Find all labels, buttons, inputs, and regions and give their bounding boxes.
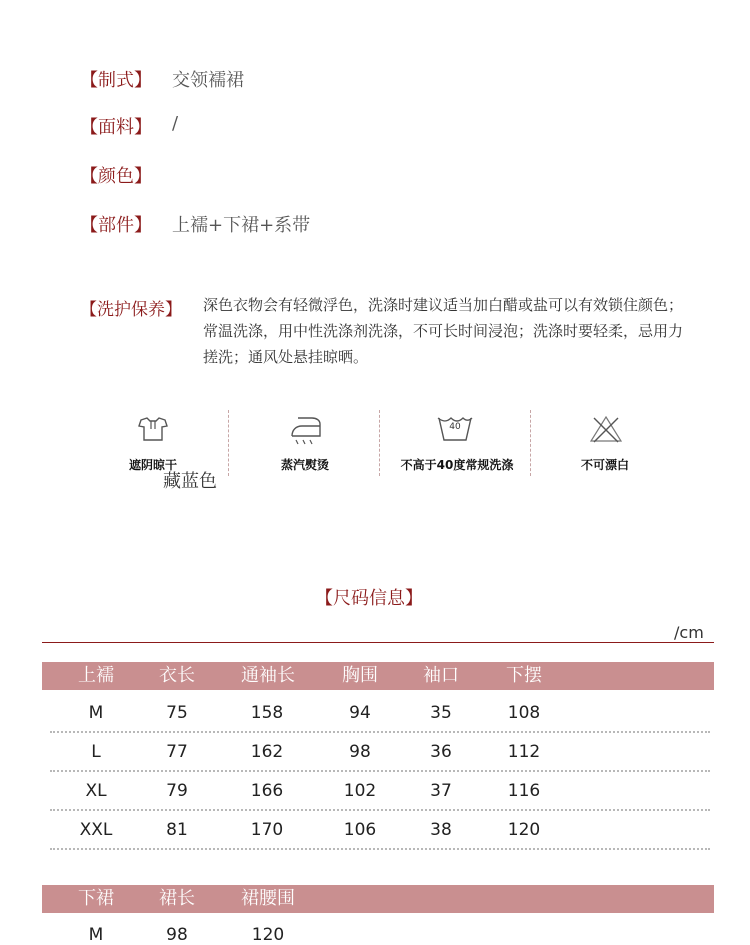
top-table-cell: 75 <box>166 703 188 723</box>
top-table-cell: 36 <box>430 742 452 762</box>
top-table-header-cell: 袖口 <box>423 665 459 686</box>
wash-temp-label: 40 <box>449 422 461 432</box>
care-caption-steam-iron: 蒸汽熨烫 <box>280 458 329 472</box>
top-table-cell: 112 <box>507 742 541 762</box>
care-divider <box>379 410 380 476</box>
skirt-table-cell: 120 <box>251 925 285 945</box>
top-table-cell: 98 <box>349 742 371 762</box>
wash-40-icon <box>435 412 475 450</box>
top-table-cell: XXL <box>79 820 113 840</box>
top-table-cell: XL <box>85 781 107 801</box>
top-table-cell: 158 <box>250 703 284 723</box>
top-table-cell: 166 <box>250 781 284 801</box>
top-table-header-cell: 胸围 <box>342 665 378 686</box>
care-caption-no-bleach: 不可漂白 <box>580 458 629 472</box>
row-divider <box>50 848 710 850</box>
skirt-table-header <box>42 885 714 913</box>
spec-value-parts: 上襦+下裙+系带 <box>172 215 311 236</box>
top-table-cell: M <box>88 703 104 723</box>
skirt-table-header-cell: 裙长 <box>159 888 195 909</box>
top-table-cell: 94 <box>349 703 371 723</box>
top-table-cell: 162 <box>250 742 284 762</box>
top-table-cell: 38 <box>430 820 452 840</box>
size-rule <box>42 642 714 643</box>
row-divider <box>50 770 710 772</box>
care-caption-wash-40: 不高于40度常规洗涤 <box>400 458 514 472</box>
spec-value-style: 交领襦裙 <box>172 70 244 91</box>
skirt-table-cell: M <box>88 925 104 945</box>
skirt-table-header-cell: 下裙 <box>78 888 114 909</box>
care-label: 【洗护保养】 <box>80 300 182 320</box>
top-table-cell: 170 <box>250 820 284 840</box>
top-table-cell: 81 <box>166 820 188 840</box>
skirt-table-cell: 98 <box>166 925 188 945</box>
top-table-cell: 77 <box>166 742 188 762</box>
row-divider <box>50 731 710 733</box>
care-divider <box>228 410 229 476</box>
care-caption-shade-dry: 遮阴晾干 <box>128 458 177 472</box>
top-table-cell: 108 <box>507 703 541 723</box>
spec-label-style: 【制式】 <box>80 70 152 91</box>
top-table-cell: 106 <box>343 820 377 840</box>
top-table-cell: 120 <box>507 820 541 840</box>
top-table-cell: 35 <box>430 703 452 723</box>
size-unit: /cm <box>674 623 704 642</box>
no-bleach-icon <box>586 412 626 450</box>
top-table-header <box>42 662 714 690</box>
size-info-title: 【尺码信息】 <box>315 588 423 609</box>
top-table-header-cell: 上襦 <box>78 665 114 686</box>
skirt-table-header-cell: 裙腰围 <box>241 888 295 909</box>
top-table-cell: 79 <box>166 781 188 801</box>
spec-value-fabric: / <box>172 113 179 134</box>
top-table-cell: 102 <box>343 781 377 801</box>
shade-dry-icon <box>133 412 173 450</box>
top-table-header-cell: 下摆 <box>506 665 542 686</box>
care-text: 深色衣物会有轻微浮色，洗涤时建议适当加白醋或盐可以有效锁住颜色；常温洗涤，用中性洗涤剂洗涤，不可长时间浸泡；洗涤时要轻柔，忌用力搓洗；通风处悬挂晾晒。 <box>203 296 684 366</box>
spec-label-color: 【颜色】 <box>80 166 152 187</box>
spec-label-parts: 【部件】 <box>80 215 152 236</box>
steam-iron-icon <box>286 412 326 450</box>
top-table-cell: 37 <box>430 781 452 801</box>
spec-label-fabric: 【面料】 <box>80 117 152 138</box>
overlay-color-text: 藏蓝色 <box>163 471 217 492</box>
care-divider <box>530 410 531 476</box>
top-table-header-cell: 通袖长 <box>241 665 295 686</box>
top-table-cell: 116 <box>507 781 541 801</box>
row-divider <box>50 809 710 811</box>
top-table-header-cell: 衣长 <box>159 665 195 686</box>
top-table-cell: L <box>91 742 101 762</box>
